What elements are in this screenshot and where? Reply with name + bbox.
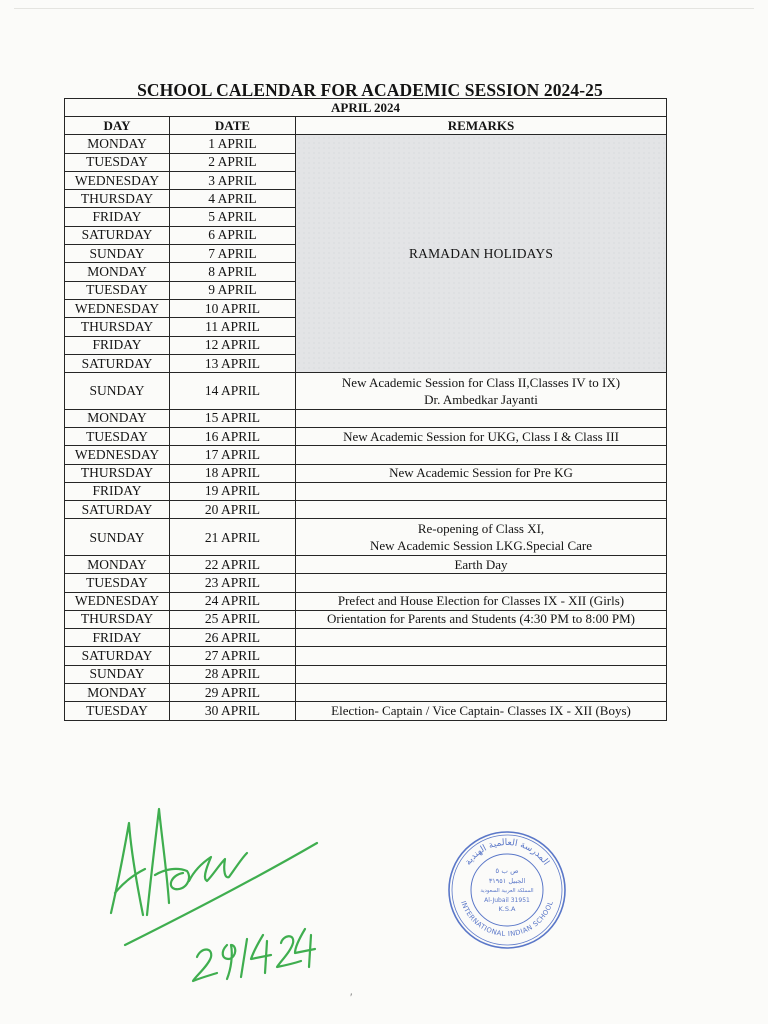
date-cell: 3 APRIL <box>170 171 296 189</box>
date-cell: 21 APRIL <box>170 519 296 556</box>
remark-cell: Election- Captain / Vice Captain- Classes IX - XII (Boys) <box>296 702 667 720</box>
day-cell: MONDAY <box>65 555 170 573</box>
date-cell: 27 APRIL <box>170 647 296 665</box>
holiday-label: RAMADAN HOLIDAYS <box>408 245 554 261</box>
date-cell: 29 APRIL <box>170 684 296 702</box>
day-cell: TUESDAY <box>65 574 170 592</box>
column-header-date: DATE <box>170 117 296 135</box>
remark-line: Dr. Ambedkar Jayanti <box>424 391 538 407</box>
day-cell: THURSDAY <box>65 610 170 628</box>
date-cell: 10 APRIL <box>170 299 296 317</box>
seal-city-english: Al-Jubail 31951 <box>484 897 530 904</box>
date-cell: 16 APRIL <box>170 427 296 445</box>
remark-cell: Prefect and House Election for Classes IX - XII (Girls) <box>296 592 667 610</box>
table-row <box>65 665 667 683</box>
date-cell: 12 APRIL <box>170 336 296 354</box>
day-cell: SATURDAY <box>65 354 170 372</box>
remark-cell: New Academic Session for UKG, Class I & Class III <box>296 427 667 445</box>
column-header-day: DAY <box>65 117 170 135</box>
day-cell: SATURDAY <box>65 501 170 519</box>
day-cell: SUNDAY <box>65 245 170 263</box>
page-edge <box>14 8 754 9</box>
remark-line: New Academic Session LKG.Special Care <box>369 538 593 554</box>
month-header: APRIL 2024 <box>65 99 667 117</box>
school-seal <box>445 828 570 953</box>
table-row <box>65 519 667 556</box>
date-cell: 9 APRIL <box>170 281 296 299</box>
table-row <box>65 135 667 153</box>
table-row <box>65 409 667 427</box>
day-cell: MONDAY <box>65 684 170 702</box>
day-cell: SUNDAY <box>65 519 170 556</box>
seal-arabic-name: المدرسة العالمية الهندية <box>463 837 551 868</box>
remark-cell <box>296 665 667 683</box>
day-cell: THURSDAY <box>65 318 170 336</box>
remark-cell <box>296 373 667 410</box>
date-cell: 13 APRIL <box>170 354 296 372</box>
date-cell: 19 APRIL <box>170 482 296 500</box>
day-cell: SATURDAY <box>65 226 170 244</box>
date-cell: 24 APRIL <box>170 592 296 610</box>
table-row <box>65 610 667 628</box>
remark-line: Re-opening of Class XI, <box>417 521 545 537</box>
calendar-table <box>64 98 667 721</box>
day-cell: MONDAY <box>65 409 170 427</box>
seal-english-name: INTERNATIONAL INDIAN SCHOOL <box>459 899 555 939</box>
remark-cell <box>296 501 667 519</box>
remark-line: New Academic Session for Class II,Classes IV to IX) <box>341 374 621 390</box>
table-row <box>65 702 667 720</box>
date-cell: 26 APRIL <box>170 629 296 647</box>
date-cell: 17 APRIL <box>170 446 296 464</box>
day-cell: TUESDAY <box>65 281 170 299</box>
table-row <box>65 446 667 464</box>
remark-cell <box>296 409 667 427</box>
day-cell: WEDNESDAY <box>65 299 170 317</box>
date-cell: 8 APRIL <box>170 263 296 281</box>
date-cell: 2 APRIL <box>170 153 296 171</box>
remark-cell <box>296 684 667 702</box>
remark-cell <box>296 647 667 665</box>
date-cell: 6 APRIL <box>170 226 296 244</box>
day-cell: TUESDAY <box>65 427 170 445</box>
date-cell: 22 APRIL <box>170 555 296 573</box>
page-title: SCHOOL CALENDAR FOR ACADEMIC SESSION 2024-25 <box>137 80 603 100</box>
day-cell: MONDAY <box>65 263 170 281</box>
table-row <box>65 373 667 410</box>
day-cell: TUESDAY <box>65 153 170 171</box>
date-cell: 23 APRIL <box>170 574 296 592</box>
signature <box>95 795 325 985</box>
remark-cell: New Academic Session for Pre KG <box>296 464 667 482</box>
date-cell: 30 APRIL <box>170 702 296 720</box>
date-cell: 20 APRIL <box>170 501 296 519</box>
table-row <box>65 555 667 573</box>
date-cell: 11 APRIL <box>170 318 296 336</box>
day-cell: TUESDAY <box>65 702 170 720</box>
date-cell: 1 APRIL <box>170 135 296 153</box>
remark-cell <box>296 574 667 592</box>
day-cell: WEDNESDAY <box>65 446 170 464</box>
table-row <box>65 629 667 647</box>
date-cell: 14 APRIL <box>170 373 296 410</box>
seal-country-arabic: المملكة العربية السعودية <box>480 888 534 894</box>
remark-cell <box>296 482 667 500</box>
day-cell: SUNDAY <box>65 665 170 683</box>
table-row <box>65 427 667 445</box>
table-row <box>65 501 667 519</box>
remark-cell <box>296 629 667 647</box>
day-cell: THURSDAY <box>65 190 170 208</box>
scan-mark: ′ <box>350 990 353 1004</box>
day-cell: FRIDAY <box>65 629 170 647</box>
table-row <box>65 592 667 610</box>
seal-po-box: ص ب ٥ <box>495 867 519 875</box>
table-row <box>65 647 667 665</box>
day-cell: FRIDAY <box>65 482 170 500</box>
month-header-row <box>65 99 667 117</box>
remark-cell: Orientation for Parents and Students (4:30 PM to 8:00 PM) <box>296 610 667 628</box>
day-cell: FRIDAY <box>65 208 170 226</box>
day-cell: SUNDAY <box>65 373 170 410</box>
day-cell: MONDAY <box>65 135 170 153</box>
date-cell: 25 APRIL <box>170 610 296 628</box>
seal-country-english: K.S.A <box>498 905 516 913</box>
day-cell: WEDNESDAY <box>65 171 170 189</box>
holiday-block <box>296 135 667 373</box>
remark-cell <box>296 519 667 556</box>
table-row <box>65 482 667 500</box>
svg-text:المدرسة العالمية الهندية <box>463 838 550 867</box>
date-cell: 5 APRIL <box>170 208 296 226</box>
table-row <box>65 574 667 592</box>
day-cell: WEDNESDAY <box>65 592 170 610</box>
column-header-row <box>65 117 667 135</box>
remark-cell <box>296 446 667 464</box>
date-cell: 28 APRIL <box>170 665 296 683</box>
day-cell: FRIDAY <box>65 336 170 354</box>
date-cell: 18 APRIL <box>170 464 296 482</box>
column-header-remarks: REMARKS <box>296 117 667 135</box>
date-cell: 7 APRIL <box>170 245 296 263</box>
date-cell: 15 APRIL <box>170 409 296 427</box>
day-cell: SATURDAY <box>65 647 170 665</box>
table-row <box>65 464 667 482</box>
day-cell: THURSDAY <box>65 464 170 482</box>
table-row <box>65 684 667 702</box>
remark-cell: Earth Day <box>296 555 667 573</box>
date-cell: 4 APRIL <box>170 190 296 208</box>
seal-city-arabic: الجبيل ٣١٩٥١ <box>488 877 526 885</box>
